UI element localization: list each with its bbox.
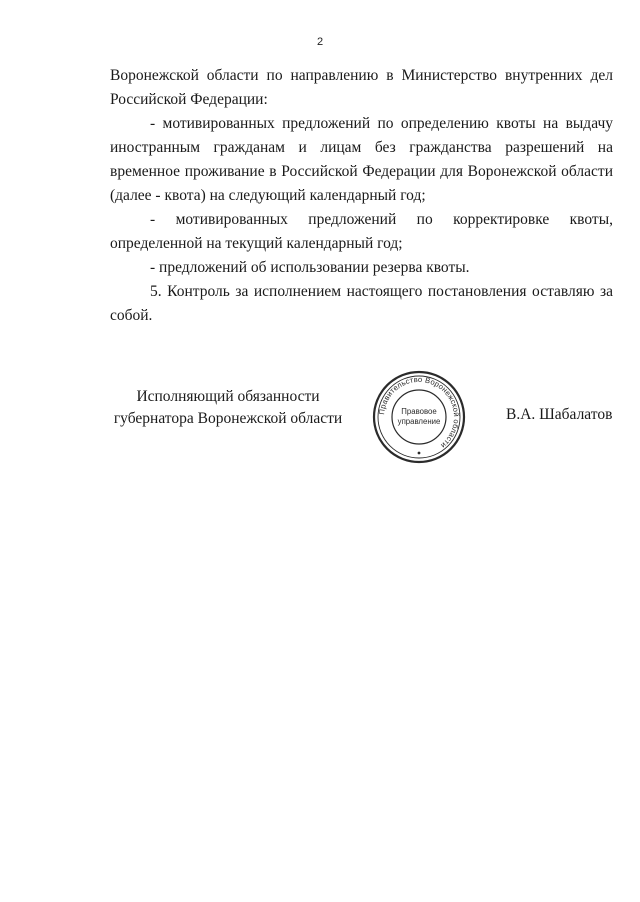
paragraph-continuation: Воронежской области по направлению в Министерство внутренних дел Российской Федерации: (110, 67, 613, 108)
page-number: 2 (316, 36, 324, 48)
stamp-center-line-2: управление (397, 417, 441, 426)
paragraph-item-quota-adjustment: - мотивированных предложений по корректировке квоты, определенной на текущий календарный год; (110, 211, 613, 252)
paragraph-item-quota-reserve: - предложений об использовании резерва квоты. (150, 259, 470, 276)
official-stamp (371, 369, 467, 465)
stamp-bottom-star (418, 452, 421, 455)
paragraph-item-quota-proposals: - мотивированных предложений по определению квоты на выдачу иностранным гражданам и лицам без гражданства разрешений на временное проживание в Российской Федерации для Воронежской области (далее - квота) на следующий календарный год; (110, 115, 613, 204)
signatory-position-line-1: Исполняющий обязанности (136, 388, 320, 405)
stamp-center-line-1: Правовое (401, 407, 437, 416)
signatory-position-line-2: губернатора Воронежской области (113, 410, 343, 427)
paragraph-control: 5. Контроль за исполнением настоящего постановления оставляю за собой. (110, 283, 613, 324)
document-body (110, 64, 613, 328)
signatory-position (108, 386, 348, 430)
signatory-name: В.А. Шабалатов (506, 406, 613, 423)
stamp-ring-text: Правительство Воронежской области (377, 374, 462, 451)
